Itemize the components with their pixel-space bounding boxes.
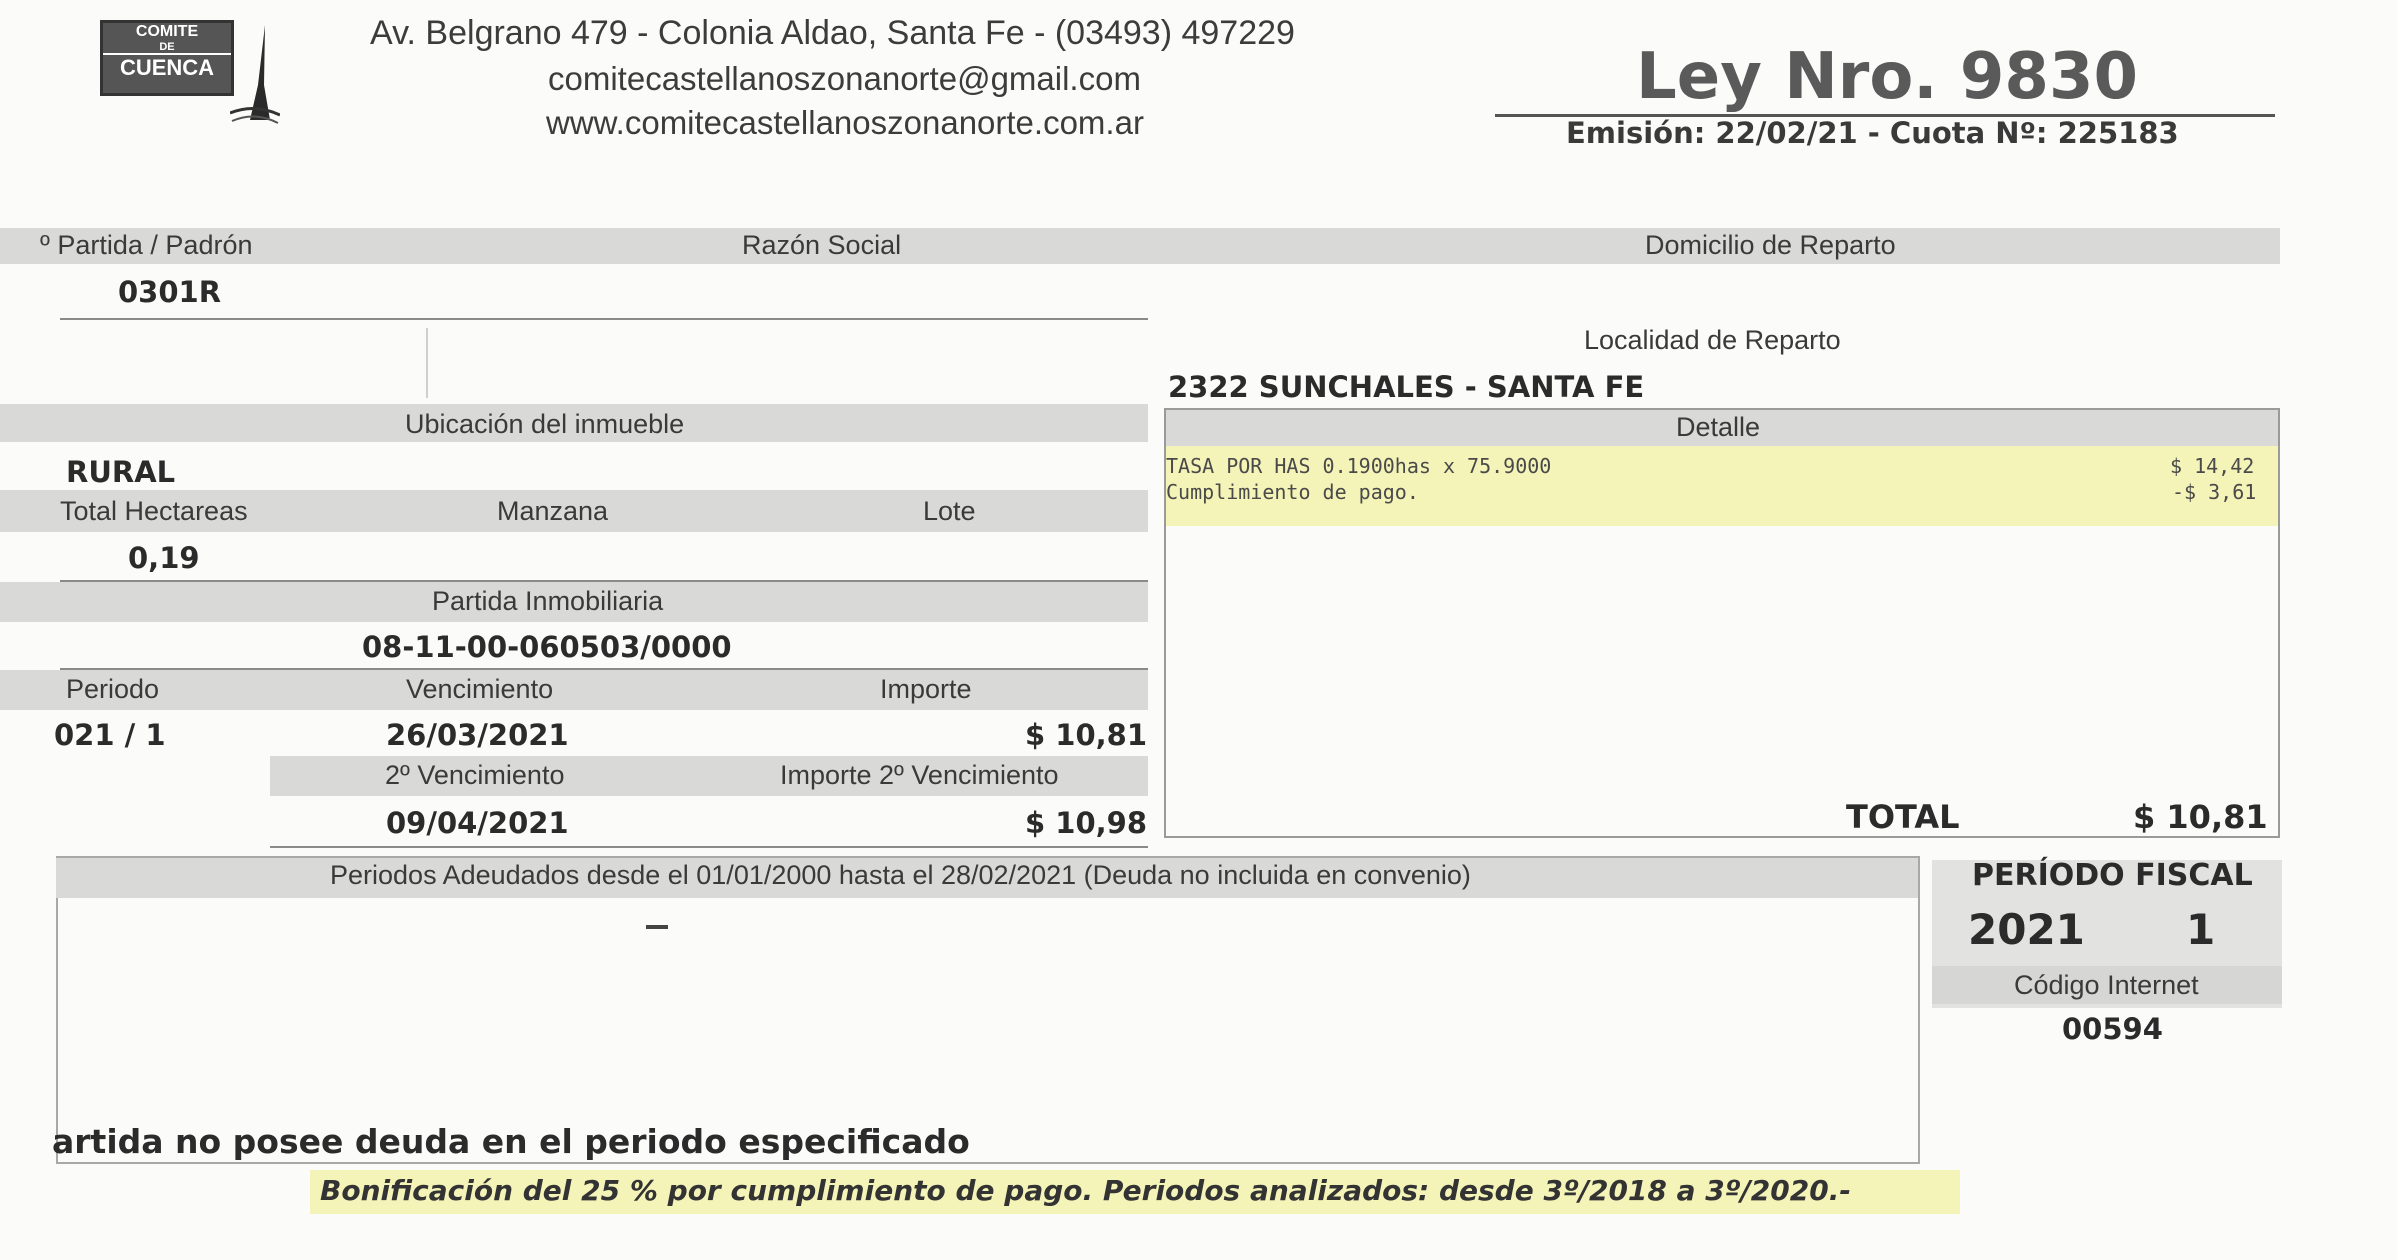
fiscal-year-value: 2021 xyxy=(1968,905,2085,954)
contact-address: Av. Belgrano 479 - Colonia Aldao, Santa Fe - (03493) 497229 xyxy=(370,14,1295,52)
paddle-icon xyxy=(230,25,280,125)
contact-web: www.comitecastellanoszonanorte.com.ar xyxy=(546,104,1144,141)
logo-line1: COMITE xyxy=(135,23,199,40)
hectareas-value: 0,19 xyxy=(128,541,200,575)
header-partida-inmobiliaria: Partida Inmobiliaria xyxy=(432,586,664,616)
importe-value: $ 10,81 xyxy=(1025,718,1148,752)
emission-info: Emisión: 22/02/21 - Cuota Nº: 225183 xyxy=(1566,116,2179,150)
header-domicilio: Domicilio de Reparto xyxy=(1645,230,1896,260)
no-debt-message: artida no posee deuda en el periodo especificado xyxy=(52,1122,970,1161)
logo xyxy=(100,20,280,130)
header-detalle: Detalle xyxy=(1676,412,1761,442)
partida-value: 0301R xyxy=(118,275,222,309)
bonus-message: Bonificación del 25 % por cumplimiento de pago. Periodos analizados: desde 3º/2018 a 3º/2020.- xyxy=(320,1174,1851,1207)
detail-line-1-text: TASA POR HAS 0.1900has x 75.9000 xyxy=(1166,454,1552,478)
header-hectareas: Total Hectareas xyxy=(60,496,248,526)
divider-row1 xyxy=(60,318,1148,320)
header-band-periodo xyxy=(0,670,1148,710)
codigo-internet-value: 00594 xyxy=(2062,1012,2163,1046)
law-title: Ley Nro. 9830 xyxy=(1636,40,2138,114)
header-vencimiento2: 2º Vencimiento xyxy=(385,760,565,790)
vencimiento-value: 26/03/2021 xyxy=(386,718,569,752)
header-codigo-internet: Código Internet xyxy=(2014,970,2199,1000)
header-partida: º Partida / Padrón xyxy=(40,230,253,260)
header-vencimiento: Vencimiento xyxy=(406,674,554,704)
header-ubicacion: Ubicación del inmueble xyxy=(405,409,685,439)
header-razon-social: Razón Social xyxy=(742,230,902,260)
periodo-value: 021 / 1 xyxy=(54,718,166,752)
scan-mark-2 xyxy=(646,925,668,929)
header-periodo: Periodo xyxy=(66,674,160,704)
total-label: TOTAL xyxy=(1846,798,1960,836)
header-importe2: Importe 2º Vencimiento xyxy=(780,760,1059,790)
contact-email: comitecastellanoszonanorte@gmail.com xyxy=(548,60,1141,97)
detail-line-2-amount: -$ 3,61 xyxy=(2172,480,2257,504)
vencimiento2-value: 09/04/2021 xyxy=(386,806,569,840)
importe2-value: $ 10,98 xyxy=(1025,806,1148,840)
periodo-fiscal-label: PERÍODO FISCAL xyxy=(1972,858,2253,893)
ubicacion-value: RURAL xyxy=(66,455,176,489)
scan-mark-1 xyxy=(426,328,428,398)
debt-box xyxy=(56,856,1920,1164)
logo-line3: CUENCA xyxy=(103,53,231,81)
header-band-1 xyxy=(0,228,2280,264)
detail-line-2-text: Cumplimiento de pago. xyxy=(1166,480,1419,504)
divider-vencimiento2 xyxy=(270,846,1148,848)
partida-inmobiliaria-value: 08-11-00-060503/0000 xyxy=(362,630,732,664)
detail-line-1-amount: $ 14,42 xyxy=(2170,454,2255,478)
logo-text-box xyxy=(100,20,234,96)
header-manzana: Manzana xyxy=(497,496,609,526)
localidad-value: 2322 SUNCHALES - SANTA FE xyxy=(1168,370,1645,404)
fiscal-period-value: 1 xyxy=(2186,905,2216,954)
header-adeudados: Periodos Adeudados desde el 01/01/2000 hasta el 28/02/2021 (Deuda no incluida en convenio) xyxy=(330,860,1471,890)
header-localidad: Localidad de Reparto xyxy=(1584,325,1841,355)
header-lote: Lote xyxy=(923,496,976,526)
header-importe: Importe xyxy=(880,674,972,704)
total-value: $ 10,81 xyxy=(2133,798,2268,836)
logo-line2: DE xyxy=(159,41,175,53)
